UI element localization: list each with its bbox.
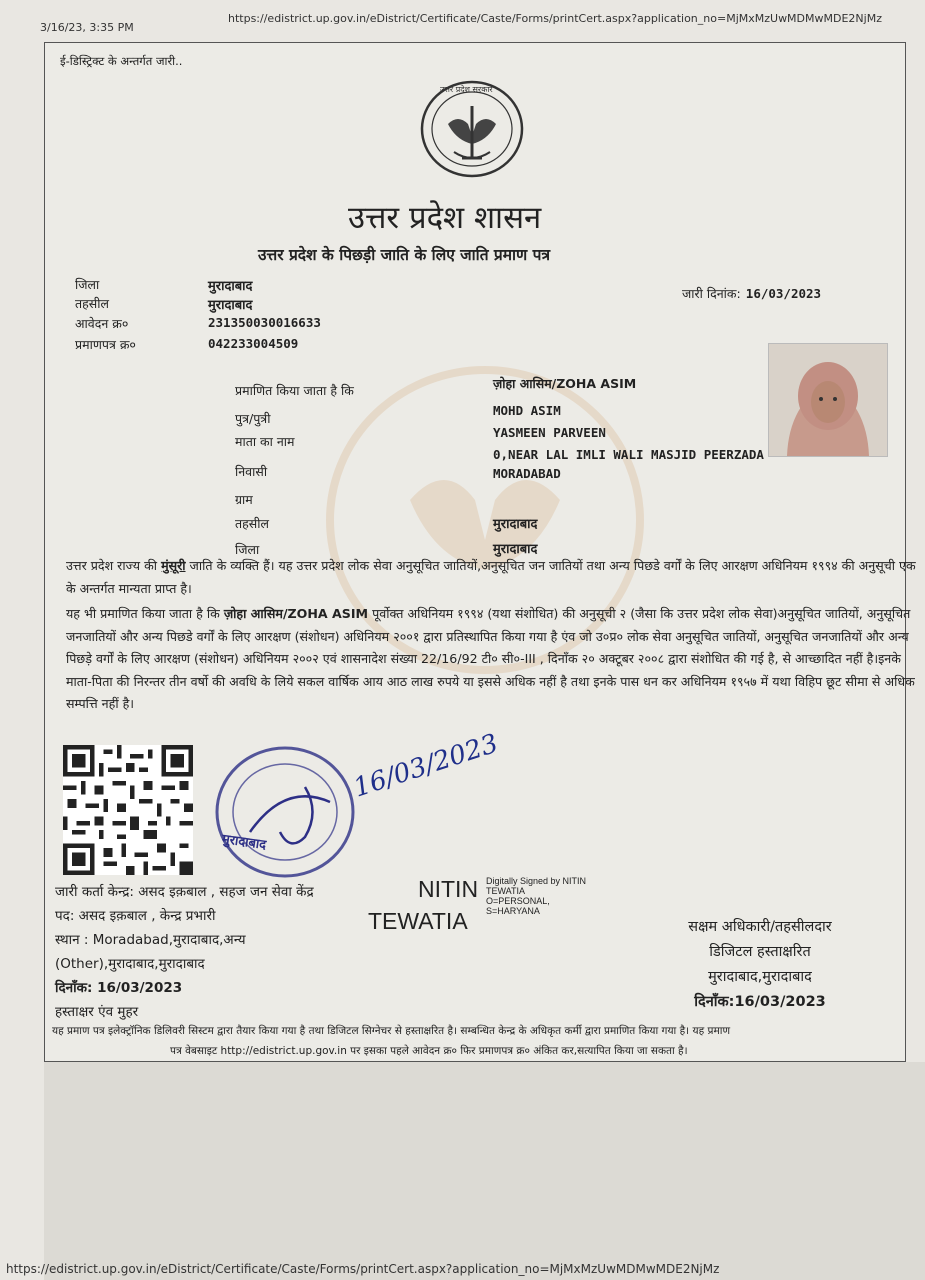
handwritten-date: 16/03/2023 [350, 728, 502, 804]
issuer-post: पद: असद इक़बाल , केन्द्र प्रभारी [55, 908, 216, 924]
issuer-date: दिनाँक: 16/03/2023 [55, 980, 183, 996]
issuer-center: जारी कर्ता केन्द्र: असद इक़बाल , सहज जन सेवा केंद्र [55, 884, 314, 900]
para2-applicant-name: ज़ोहा आसिम/ZOHA ASIM [223, 606, 369, 621]
issued-under: ई-डिस्ट्रिक्ट के अन्तर्गत जारी.. [60, 54, 183, 68]
detail-value-district: मुरादाबाद [493, 542, 538, 557]
print-url[interactable]: https://edistrict.up.gov.in/eDistrict/Certificate/Caste/Forms/printCert.aspx?application_no=MjMxMzUwMDMwMDE2NjMz [228, 12, 882, 25]
authority-block [650, 915, 870, 1015]
print-url-bottom[interactable]: https://edistrict.up.gov.in/eDistrict/Certificate/Caste/Forms/printCert.aspx?application_no=MjMxMzUwMDMwMDE2NjMz [6, 1262, 720, 1276]
meta-label-application-no: आवेदन क्र० [75, 316, 129, 331]
issuer-place: स्थान : Moradabad,मुरादाबाद,अन्य (Other),मुरादाबाद,मुरादाबाद [55, 932, 246, 972]
detail-label-village: ग्राम [235, 492, 253, 507]
print-timestamp: 3/16/23, 3:35 PM [40, 21, 134, 34]
caste-name: मुंसूरी [161, 558, 186, 573]
authority-digital: डिजिटल हस्ताक्षरित [709, 944, 811, 960]
signature-details [486, 876, 586, 916]
authority-title: सक्षम अधिकारी/तहसीलदार [688, 919, 832, 935]
certificate-paragraph-2 [66, 603, 916, 716]
stamp-text: मुरादाबाद [220, 831, 268, 854]
authority-date: दिनाँक:16/03/2023 [694, 994, 826, 1010]
meta-value-district: मुरादाबाद [208, 279, 253, 294]
meta-value-tehsil: मुरादाबाद [208, 298, 253, 313]
issue-date-value: 16/03/2023 [745, 286, 822, 301]
signature-detail-4: S=HARYANA [486, 906, 540, 916]
meta-value-application-no: 231350030016633 [208, 315, 321, 330]
footer-line-1: यह प्रमाण पत्र इलेक्ट्रॉनिक डिलिवरी सिस्टम द्वारा तैयार किया गया है तथा डिजिटल सिग्नेचर से हस्ताक्षरित है। सम्बन्धित केन्द्र के अधिकृत कर्मी द्वारा प्रमाणित किया गया है। यह प्रमाण [52, 1025, 731, 1037]
certificate-subtitle: उत्तर प्रदेश के पिछड़ी जाति के लिए जाति प्रमाण पत्र [258, 246, 550, 264]
issue-date [682, 283, 821, 302]
detail-value-father: MOHD ASIM [493, 403, 561, 418]
page-background [44, 1062, 925, 1280]
detail-label-son-daughter: पुत्र/पुत्री [235, 411, 271, 426]
authority-place: मुरादाबाद,मुरादाबाद [708, 969, 812, 985]
issue-date-label: जारी दिनांक: [682, 286, 741, 301]
signature-name-line1: NITIN [418, 876, 479, 902]
official-stamp-icon [210, 742, 360, 882]
issuer-sign-label: हस्ताक्षर एंव मुहर [55, 1004, 139, 1020]
detail-label-tehsil: तहसील [235, 516, 269, 531]
certificate-paragraph-1 [66, 555, 916, 600]
detail-value-tehsil: मुरादाबाद [493, 517, 538, 532]
para1-part-a: उत्तर प्रदेश राज्य की [66, 558, 158, 573]
signature-detail-1: Digitally Signed by NITIN [486, 876, 587, 886]
signature-detail-2: TEWATIA [486, 886, 525, 896]
detail-value-name: ज़ोहा आसिम/ZOHA ASIM [493, 376, 637, 391]
detail-label-certified: प्रमाणित किया जाता है कि [235, 383, 354, 398]
issuer-block [55, 880, 375, 1024]
detail-label-mother: माता का नाम [235, 434, 295, 449]
signature-name-line2: TEWATIA [368, 908, 468, 934]
para1-part-b: जाति के व्यक्ति हैं। यह उत्तर प्रदेश लोक सेवा अनुसूचित जातियों,अनुसूचित जन जातियों तथा अन्य पिछडे वर्गों के लिए आरक्षण अधिनियम १९९४ की अनुसूची एक के अन्तर्गत मान्यता प्राप्त है। [66, 558, 916, 596]
para2-part-a: यह भी प्रमाणित किया जाता है कि [66, 606, 220, 621]
footer-line-2: पत्र वेबसाइट http://edistrict.up.gov.in पर इसका पहले आवेदन क्र० फिर प्रमाणपत्र क्र० अंकित कर,सत्यापित किया जा सकता है। [170, 1045, 688, 1057]
applicant-photo [768, 343, 888, 457]
signature-detail-3: O=PERSONAL, [486, 896, 550, 906]
detail-label-resident: निवासी [235, 464, 268, 479]
meta-label-district: जिला [75, 277, 100, 292]
detail-label-district: जिला [235, 542, 260, 557]
para2-part-b: पूर्वोक्त अधिनियम १९९४ (यथा संशोधित) की अनुसूची २ (जैसा कि उत्तर प्रदेश लोक सेवा)अनुसूचित जातियों, अनुसूचित जनजातियों और अन्य पिछडे वर्गों के लिए आरक्षण (संशोधन) अधिनियम २००१ द्वारा प्रतिस्थापित किया गया है एंव जो उ०प्र० लोक सेवा अनुसूचित जातियों, अनुसूचित जनजातियों और अन्य पिछड़े वर्गों के लिए आरक्षण (संशोधन) अधिनियम २००२ एवं शासनादेश संख्या 22/16/92 टी० सी०-III , दिनाँक २० अक्टूबर २००८ द्वारा संशोधित की गई है, से आच्छादित नहीं है।इनके माता-पिता की निरन्तर तीन वर्षो की अवधि के लिये सकल वार्षिक आय आठ लाख रुपये या इससे अधिक नहीं है तथा इनके पास धन कर अधिनियम १९५७ में यथा विहिप छूट सीमा से अधिक सम्पत्ति नहीं है। [66, 606, 915, 711]
certificate-title: उत्तर प्रदेश शासन [348, 200, 542, 236]
qr-code-icon[interactable] [63, 745, 193, 875]
meta-label-tehsil: तहसील [75, 296, 109, 311]
detail-value-address: 0,NEAR LAL IMLI WALI MASJID PEERZADA MORADABAD [493, 447, 764, 481]
meta-label-certificate-no: प्रमाणपत्र क्र० [75, 337, 136, 352]
meta-value-certificate-no: 042233004509 [208, 336, 299, 351]
detail-value-mother: YASMEEN PARVEEN [493, 425, 606, 440]
emblem-text: उत्तर प्रदेश सरकार [440, 85, 493, 94]
